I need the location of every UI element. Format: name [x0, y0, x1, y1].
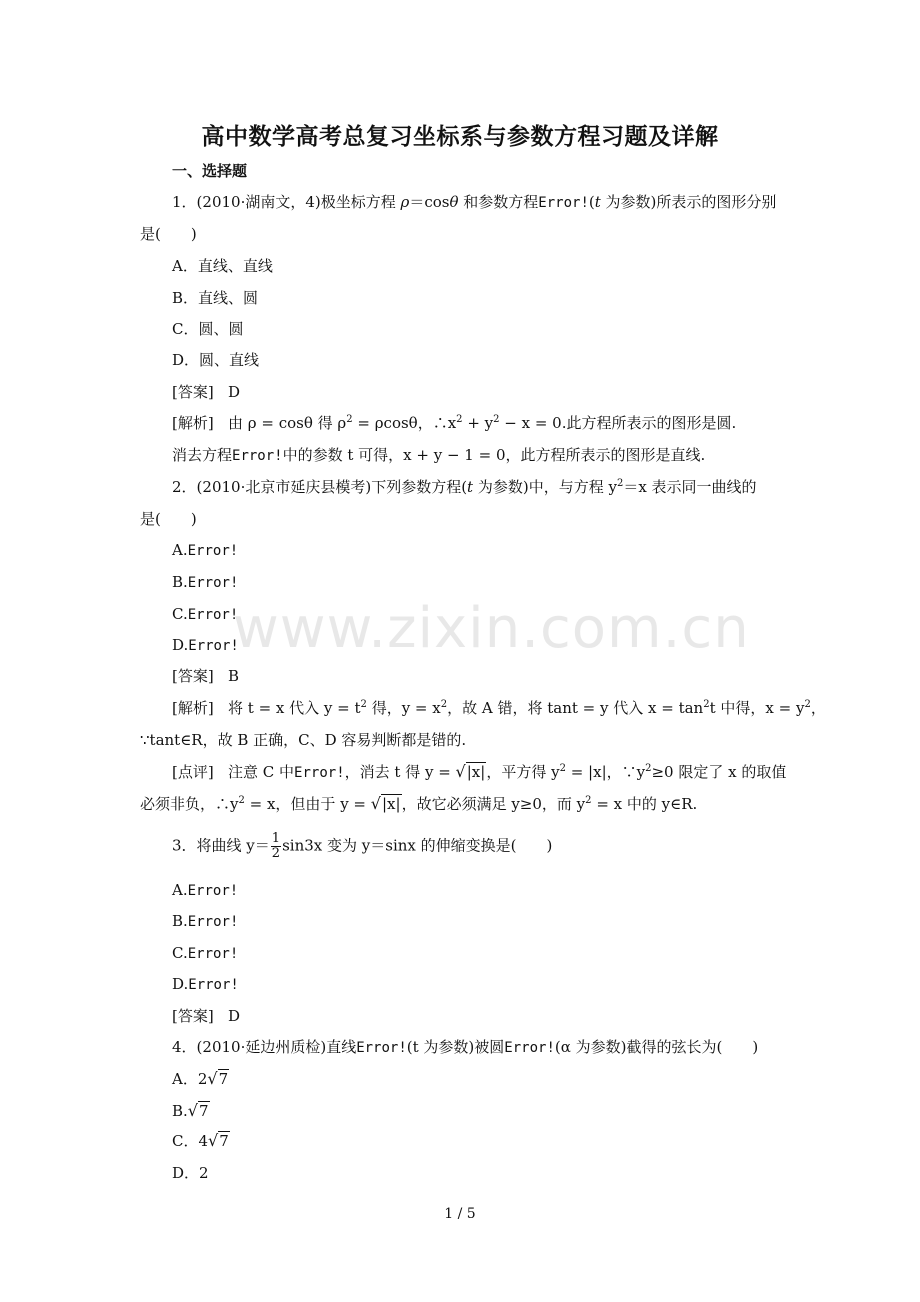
q4-option-a: A．2√7 [172, 1069, 229, 1088]
q1-analysis-cont: 消去方程Error!中的参数 t 可得，x + y − 1 = 0，此方程所表示的图形是直线. [172, 446, 706, 464]
q3-stem: 3．将曲线 y＝ $\frac{1}{2}$ sin3x 变为 y＝sinx 的伸缩变换是( ) [172, 831, 553, 861]
q1-option-b: B．直线、圆 [172, 289, 259, 307]
q2-analysis: [解析] 将 t = x 代入 $y = t^2$ 得，$y = x^2$，故 A 错，将 tant = y 代入 $x = \tan^2t$ 中得，$x = y^2$， [172, 699, 826, 717]
q4-option-b: B.√7 [172, 1101, 209, 1120]
q3-option-a: A.Error! [172, 881, 239, 899]
q2-stem-cont: 是( ) [140, 510, 197, 528]
q1-answer: [答案] D [172, 383, 241, 401]
sqrt-symbol: √7 [207, 1069, 229, 1088]
q4-option-d: D．2 [172, 1164, 209, 1182]
q2-analysis-cont: ∵tant∈R，故 B 正确，C、D 容易判断都是错的. [140, 731, 467, 749]
q2-comment: [点评] 注意 C 中Error!，消去 t 得 y = √|x|，平方得 $y^2 = |x|$，$\because y^2\ge 0$ 限定了 x 的取值 [172, 762, 787, 781]
q3-option-b: B.Error! [172, 912, 239, 930]
q4-option-c: C．4√7 [172, 1131, 229, 1150]
q3-option-c: C.Error! [172, 944, 239, 962]
sqrt-symbol: √|x| [370, 794, 401, 813]
q1-analysis: [解析] 由 ρ = cosθ 得 $\rho^2 = \rho\cos\theta$，$\therefore x^2 + y^2 - x = 0$.此方程所表示的图形是圆. [172, 414, 737, 432]
document-title: 高中数学高考总复习坐标系与参数方程习题及详解 [201, 124, 719, 150]
sqrt-symbol: √|x| [455, 762, 486, 781]
q2-option-a: A.Error! [172, 541, 239, 559]
q2-comment-cont: 必须非负，$\therefore y^2 = x$，但由于 y = √|x|，故它必须满足 y≥0，而 $y^2 = x$ 中的 y∈R. [140, 794, 698, 813]
sqrt-symbol: √7 [187, 1101, 209, 1120]
q1-stem: 1．(2010·湖南文，4)极坐标方程 ρ＝cosθ 和参数方程Error!(t 为参数)所表示的图形分别 [172, 193, 777, 211]
section-heading: 一、选择题 [172, 162, 248, 180]
sqrt-symbol: √7 [208, 1131, 229, 1150]
watermark: www.zixin.com.cn [233, 596, 750, 661]
q3-option-d: D.Error! [172, 975, 239, 993]
q1-stem-cont: 是( ) [140, 225, 197, 243]
q2-option-d: D.Error! [172, 636, 239, 654]
page-number: 1 / 5 [444, 1206, 476, 1222]
q2-option-b: B.Error! [172, 573, 239, 591]
q3-answer: [答案] D [172, 1007, 241, 1025]
q1-option-d: D．圆、直线 [172, 351, 260, 369]
fraction: $\frac{1}{2}$ [271, 831, 281, 861]
q2-answer: [答案] B [172, 667, 240, 685]
q4-stem: 4．(2010·延边州质检)直线Error!(t 为参数)被圆Error!(α 为参数)截得的弦长为( ) [172, 1038, 759, 1056]
q2-option-c: C.Error! [172, 605, 239, 623]
q2-stem: 2．(2010·北京市延庆县模考)下列参数方程(t 为参数)中，与方程 $y^2=x$ 表示同一曲线的 [172, 478, 757, 496]
q1-option-a: A．直线、直线 [172, 257, 273, 275]
q1-option-c: C．圆、圆 [172, 320, 244, 338]
